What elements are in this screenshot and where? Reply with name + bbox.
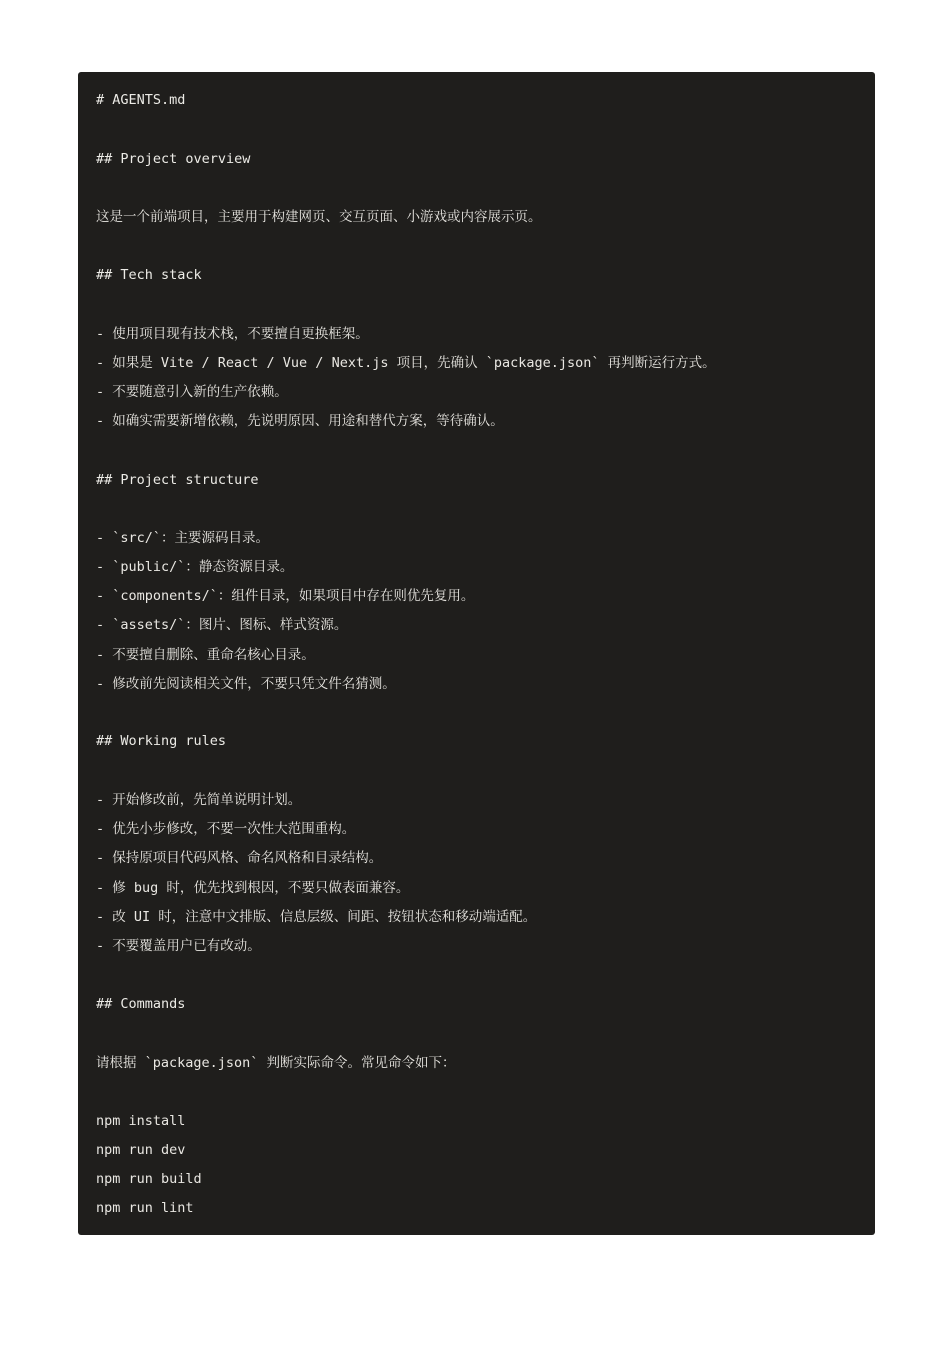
commands-intro: 请根据 `package.json` 判断实际命令。常见命令如下： bbox=[96, 1055, 456, 1071]
list-item: - 修 bug 时，优先找到根因，不要只做表面兼容。 bbox=[96, 880, 410, 896]
list-item: - 不要覆盖用户已有改动。 bbox=[96, 938, 261, 954]
list-item: - 不要随意引入新的生产依赖。 bbox=[96, 384, 288, 400]
list-item: - 修改前先阅读相关文件，不要只凭文件名猜测。 bbox=[96, 676, 396, 692]
list-item: - 开始修改前，先简单说明计划。 bbox=[96, 792, 302, 808]
list-item: - `src/`：主要源码目录。 bbox=[96, 530, 270, 546]
list-item: - 使用项目现有技术栈，不要擅自更换框架。 bbox=[96, 326, 369, 342]
list-item: - `components/`：组件目录，如果项目中存在则优先复用。 bbox=[96, 588, 475, 604]
list-item: - 如果是 Vite / React / Vue / Next.js 项目，先确认 `package.json` 再判断运行方式。 bbox=[96, 355, 716, 371]
list-item: - `assets/`：图片、图标、样式资源。 bbox=[96, 617, 348, 633]
doc-title: # AGENTS.md bbox=[96, 92, 186, 108]
list-item: - 改 UI 时，注意中文排版、信息层级、间距、按钮状态和移动端适配。 bbox=[96, 909, 537, 925]
heading-project-structure: ## Project structure bbox=[96, 472, 259, 488]
command-line: npm run dev bbox=[96, 1142, 186, 1158]
list-item: - 如确实需要新增依赖，先说明原因、用途和替代方案，等待确认。 bbox=[96, 413, 504, 429]
heading-tech-stack: ## Tech stack bbox=[96, 267, 202, 283]
overview-text: 这是一个前端项目，主要用于构建网页、交互页面、小游戏或内容展示页。 bbox=[96, 209, 542, 225]
heading-working-rules: ## Working rules bbox=[96, 733, 227, 749]
list-item: - `public/`：静态资源目录。 bbox=[96, 559, 294, 575]
list-item: - 保持原项目代码风格、命名风格和目录结构。 bbox=[96, 850, 383, 866]
command-line: npm install bbox=[96, 1113, 186, 1129]
code-block bbox=[78, 72, 875, 1235]
list-item: - 优先小步修改，不要一次性大范围重构。 bbox=[96, 821, 356, 837]
command-line: npm run build bbox=[96, 1171, 202, 1187]
heading-commands: ## Commands bbox=[96, 996, 186, 1012]
list-item: - 不要擅自删除、重命名核心目录。 bbox=[96, 647, 315, 663]
heading-project-overview: ## Project overview bbox=[96, 151, 251, 167]
command-line: npm run lint bbox=[96, 1200, 194, 1216]
